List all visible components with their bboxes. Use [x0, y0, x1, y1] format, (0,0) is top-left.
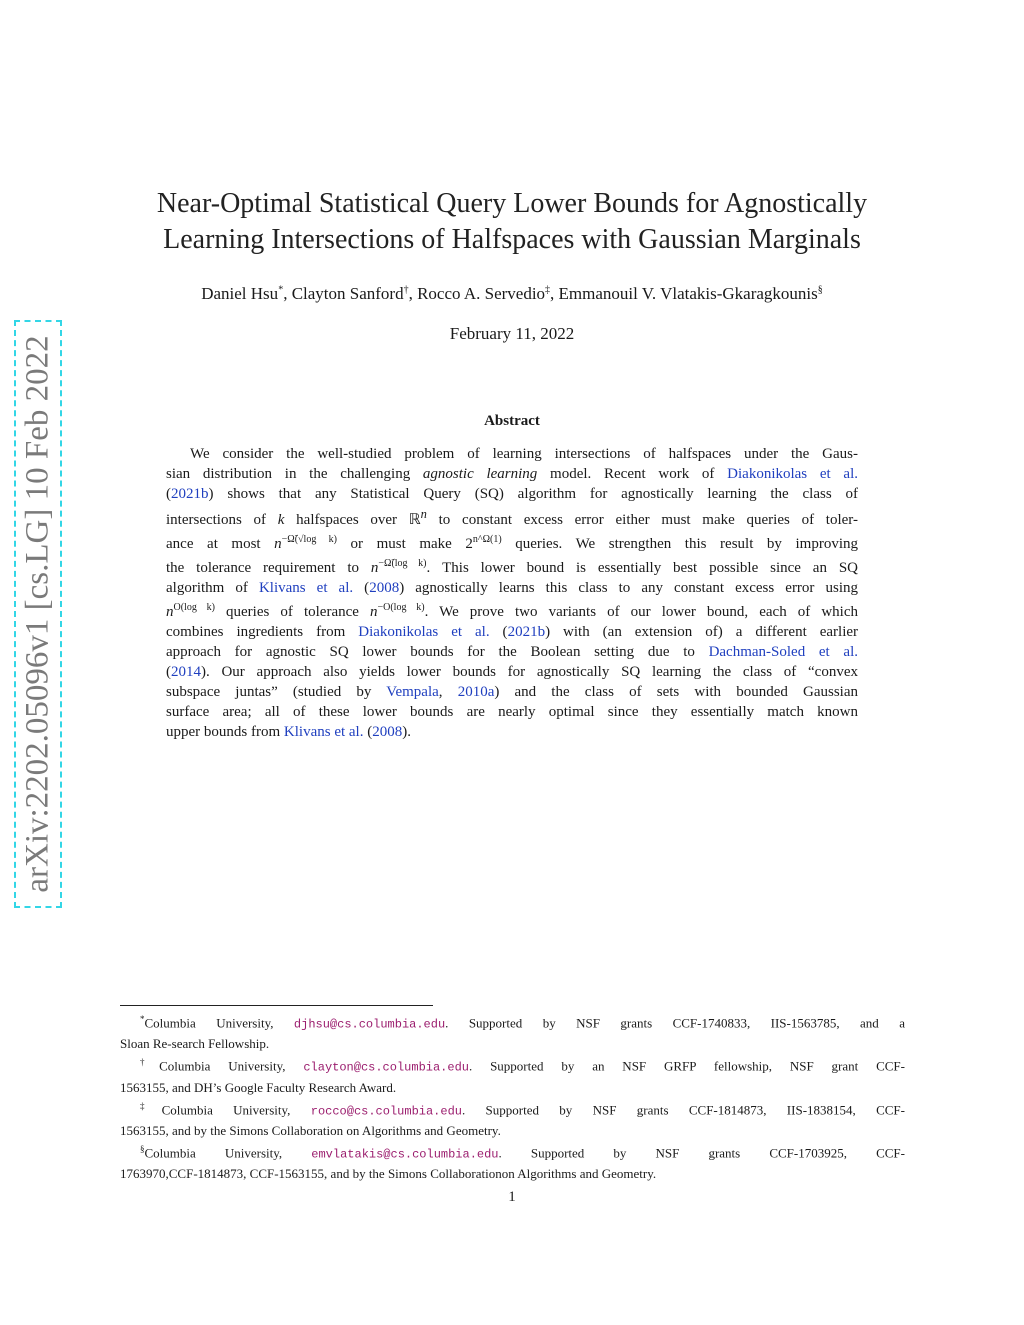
footnote-line: 1563155, and DH’s Google Faculty Research Award. — [120, 1079, 397, 1095]
paper-title — [120, 186, 904, 258]
footnote-line: 1563155, and by the Simons Collaboration on Algorithms and Geometry. — [120, 1122, 501, 1138]
abstract-line: ance at most $n^{-\Omegã(√log k)}$ or must make $2^{n\^{}\Omega(1)}$ queries. We strengthen this result by improving — [166, 534, 858, 552]
footnote-line: †Columbia University, clayton@cs.columbia.edu. Supported by an NSF GRFP fellowship, NSF grant CCF- — [140, 1057, 905, 1075]
citation-link[interactable]: 2008 — [372, 724, 403, 740]
abstract-line: sian distribution in the challenging agnostic learning model. Recent work of Diakonikolas et al. — [166, 466, 858, 482]
footnote-line: *Columbia University, djhsu@cs.columbia.edu. Supported by NSF grants CCF-1740833, IIS-1563785, and a — [140, 1014, 905, 1032]
title-line-2: Learning Intersections of Halfspaces with Gaussian Marginals — [163, 224, 861, 255]
author-footnote-mark[interactable]: ‡ — [545, 284, 551, 296]
abstract-line: intersections of k halfspaces over ℝ$^n$ to constant excess error either must make queries of toler- — [166, 507, 858, 528]
citation-link[interactable]: 2008 — [369, 580, 400, 596]
author-name: Daniel Hsu — [201, 284, 279, 303]
author-name: Clayton Sanford — [291, 284, 404, 303]
citation-link[interactable]: 2021b — [171, 486, 209, 502]
author-list: Daniel Hsu*, Clayton Sanford†, Rocco A. Servedio‡, Emmanouil V. Vlatakis-Gkaragkounis§ — [201, 284, 823, 303]
abstract-line: upper bounds from Klivans et al. (2008). — [166, 724, 411, 740]
abstract-line: the tolerance requirement to $n^{-\Omegã(log k)}$. This lower bound is essentially best possible since an SQ — [166, 558, 858, 576]
footnote-divider — [120, 1005, 433, 1006]
email-link[interactable]: clayton@cs.columbia.edu — [303, 1060, 469, 1075]
abstract-line: combines ingredients from Diakonikolas et al. (2021b) with (an extension of) a different earlier — [166, 624, 859, 640]
title-line-1: Near-Optimal Statistical Query Lower Bounds for Agnostically — [156, 188, 868, 219]
author-footnote-mark[interactable]: § — [817, 284, 823, 296]
citation-link[interactable]: Diakonikolas et al. — [727, 466, 858, 482]
citation-link[interactable]: 2021b — [507, 624, 546, 640]
abstract-line: $n^{O(log k)}$ queries of tolerance $n^{-O(log k)}$. We prove two variants of our lower bound, each of which — [166, 602, 858, 620]
citation-link[interactable]: Klivans et al. — [258, 580, 354, 596]
footnote-line: Sloan Re-search Fellowship. — [120, 1036, 270, 1052]
citation-link[interactable]: 2010a — [457, 684, 495, 700]
email-link[interactable]: emvlatakis@cs.columbia.edu — [311, 1147, 499, 1162]
citation-link[interactable]: Vempala — [386, 684, 439, 700]
footnotes — [120, 1010, 905, 1183]
citation-link[interactable]: Dachman-Soled et al. — [708, 644, 858, 660]
author-footnote-mark[interactable]: † — [403, 284, 409, 296]
author-name: Rocco A. Servedio — [417, 284, 546, 303]
footnote-line: ‡Columbia University, rocco@cs.columbia.edu. Supported by NSF grants CCF-1814873, IIS-1838154, CCF- — [140, 1100, 905, 1118]
abstract-line: surface area; all of these lower bounds are nearly optimal since they essentially match known — [166, 704, 858, 720]
abstract-heading: Abstract — [484, 413, 540, 429]
page-number: 1 — [508, 1189, 516, 1205]
abstract-line: algorithm of Klivans et al. (2008) agnostically learns this class to any constant excess error using — [166, 580, 858, 596]
abstract-line: approach for agnostic SQ lower bounds for the Boolean setting due to Dachman-Soled et al. — [166, 644, 858, 660]
citation-link[interactable]: Diakonikolas et al. — [358, 624, 490, 640]
footnote-line: 1763970,CCF-1814873, CCF-1563155, and by the Simons Collaborationon Algorithms and Geometry. — [120, 1166, 657, 1182]
abstract-line: (2014). Our approach also yields lower bounds for agnostically SQ learning the class of “convex — [166, 664, 858, 680]
email-link[interactable]: rocco@cs.columbia.edu — [310, 1103, 462, 1118]
abstract-line: subspace juntas” (studied by Vempala, 2010a) and the class of sets with bounded Gaussian — [166, 684, 858, 700]
abstract-body — [166, 444, 858, 742]
arxiv-identifier: arXiv:2202.05096v1 [cs.LG] 10 Feb 2022 — [19, 335, 56, 893]
email-link[interactable]: djhsu@cs.columbia.edu — [293, 1017, 446, 1032]
arxiv-stamp — [14, 320, 62, 908]
footnote-line: §Columbia University, emvlatakis@cs.columbia.edu. Supported by NSF grants CCF-1703925, CCF- — [140, 1143, 905, 1162]
author-name: Emmanouil V. Vlatakis-Gkaragkounis — [558, 284, 818, 303]
abstract-line: (2021b) shows that any Statistical Query (SQ) algorithm for agnostically learning the class of — [166, 486, 858, 502]
citation-link[interactable]: Klivans et al. — [283, 724, 364, 740]
author-footnote-mark[interactable]: * — [278, 284, 284, 296]
citation-link[interactable]: 2014 — [171, 664, 201, 680]
publication-date: February 11, 2022 — [449, 324, 575, 343]
abstract-line: We consider the well-studied problem of learning intersections of halfspaces under the Gaus- — [190, 446, 858, 462]
